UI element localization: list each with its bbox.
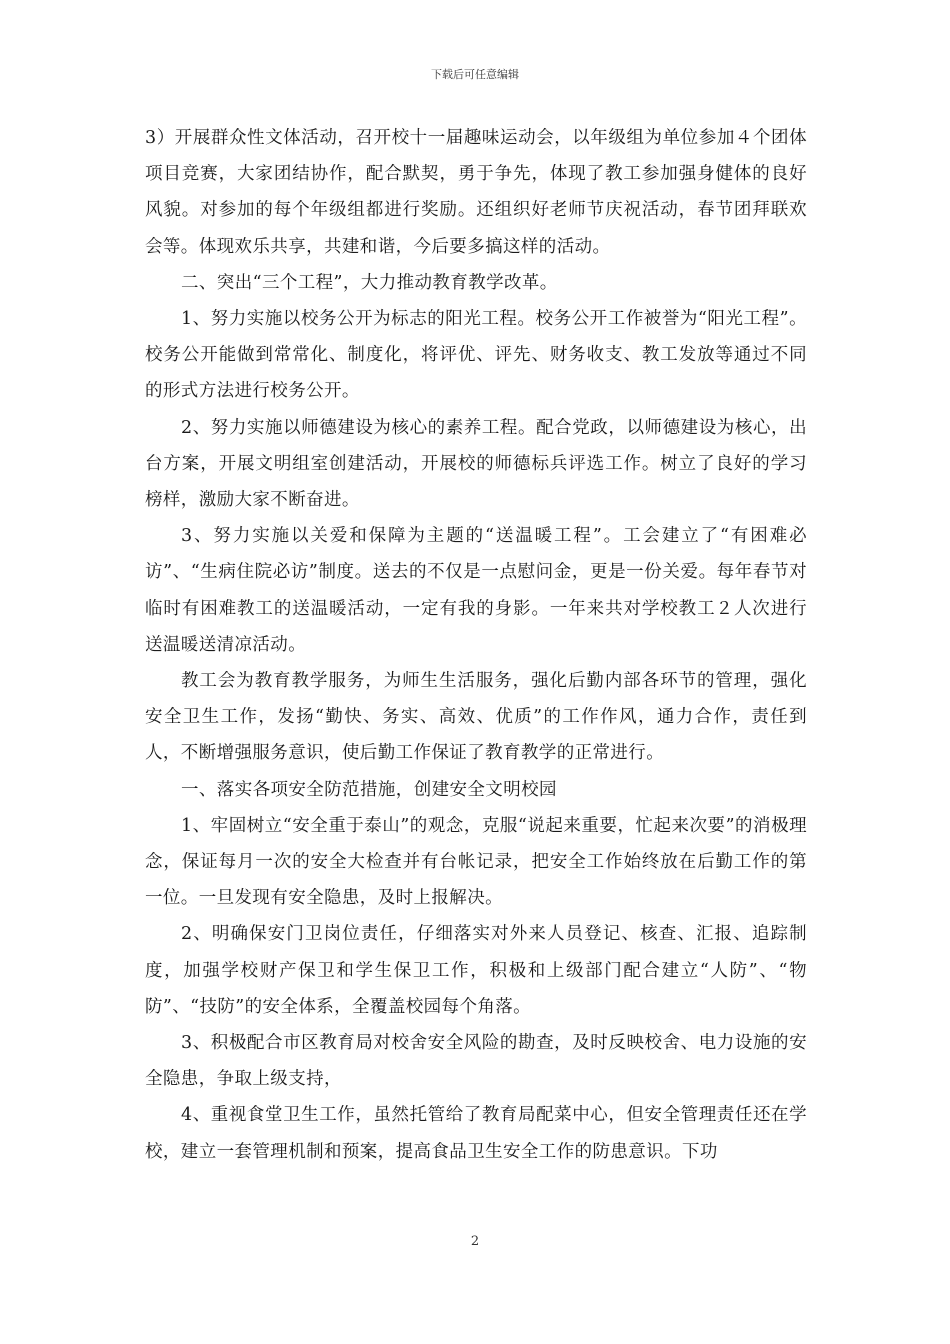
paragraph-logistics-intro: 教工会为教育教学服务，为师生生活服务，强化后勤内部各环节的管理，强化安全卫生工作，发扬“勤快、务实、高效、优质”的工作作风，通力合作，责任到人，不断增强服务意识，使后勤工作保证了教育教学的正常进行。 [145, 671, 807, 764]
paragraph-building-safety: 3、积极配合市区教育局对校舍安全风险的勘查，及时反映校舍、电力设施的安全隐患，争取上级支持， [145, 1033, 807, 1090]
page-header: 下载后可任意编辑 [431, 68, 519, 81]
paragraph-security-guard: 2、明确保安门卫岗位责任，仔细落实对外来人员登记、核查、汇报、追踪制度，加强学校财产保卫和学生保卫工作，积极和上级部门配合建立“人防”、“物防”、“技防”的安全体系，全覆盖校园每个角落。 [145, 924, 807, 1017]
section-heading-safety: 一、落实各项安全防范措施，创建安全文明校园 [181, 779, 557, 800]
paragraph-sunshine-project: 1、努力实施以校务公开为标志的阳光工程。校务公开工作被誉为“阳光工程”。校务公开能做到常常化、制度化，将评优、评先、财务收支、教工发放等通过不同的形式方法进行校务公开。 [145, 309, 807, 402]
paragraph-canteen-hygiene: 4、重视食堂卫生工作，虽然托管给了教育局配菜中心，但安全管理责任还在学校，建立一套管理机制和预案，提高食品卫生安全工作的防患意识。下功 [145, 1105, 807, 1162]
section-heading-three-projects: 二、突出“三个工程”，大力推动教育教学改革。 [181, 272, 558, 293]
page-number: 2 [470, 1234, 480, 1249]
paragraph-safety-concept: 1、牢固树立“安全重于泰山”的观念，克服“说起来重要，忙起来次要”的消极理念，保证每月一次的安全大检查并有台帐记录，把安全工作始终放在后勤工作的第一位。一旦发现有安全隐患，及时上报解决。 [145, 815, 807, 909]
document-body [145, 120, 807, 1170]
paragraph-warmth-project: 3、努力实施以关爱和保障为主题的“送温暖工程”。工会建立了“有困难必访”、“生病住院必访”制度。送去的不仅是一点慰问金，更是一份关爱。每年春节对临时有困难教工的送温暖活动，一定有我的身影。一年来共对学校教工２人次进行送温暖送清凉活动。 [145, 526, 807, 655]
paragraph-activities: 3）开展群众性文体活动，召开校十一届趣味运动会，以年级组为单位参加４个团体项目竞赛，大家团结协作，配合默契，勇于争先，体现了教工参加强身健体的良好风貌。对参加的每个年级组都进行奖励。还组织好老师节庆祝活动，春节团拜联欢会等。体现欢乐共享，共建和谐，今后要多搞这样的活动。 [145, 128, 807, 257]
paragraph-ethics-project: 2、努力实施以师德建设为核心的素养工程。配合党政，以师德建设为核心，出台方案，开展文明组室创建活动，开展校的师德标兵评选工作。树立了良好的学习榜样，激励大家不断奋进。 [145, 417, 807, 511]
